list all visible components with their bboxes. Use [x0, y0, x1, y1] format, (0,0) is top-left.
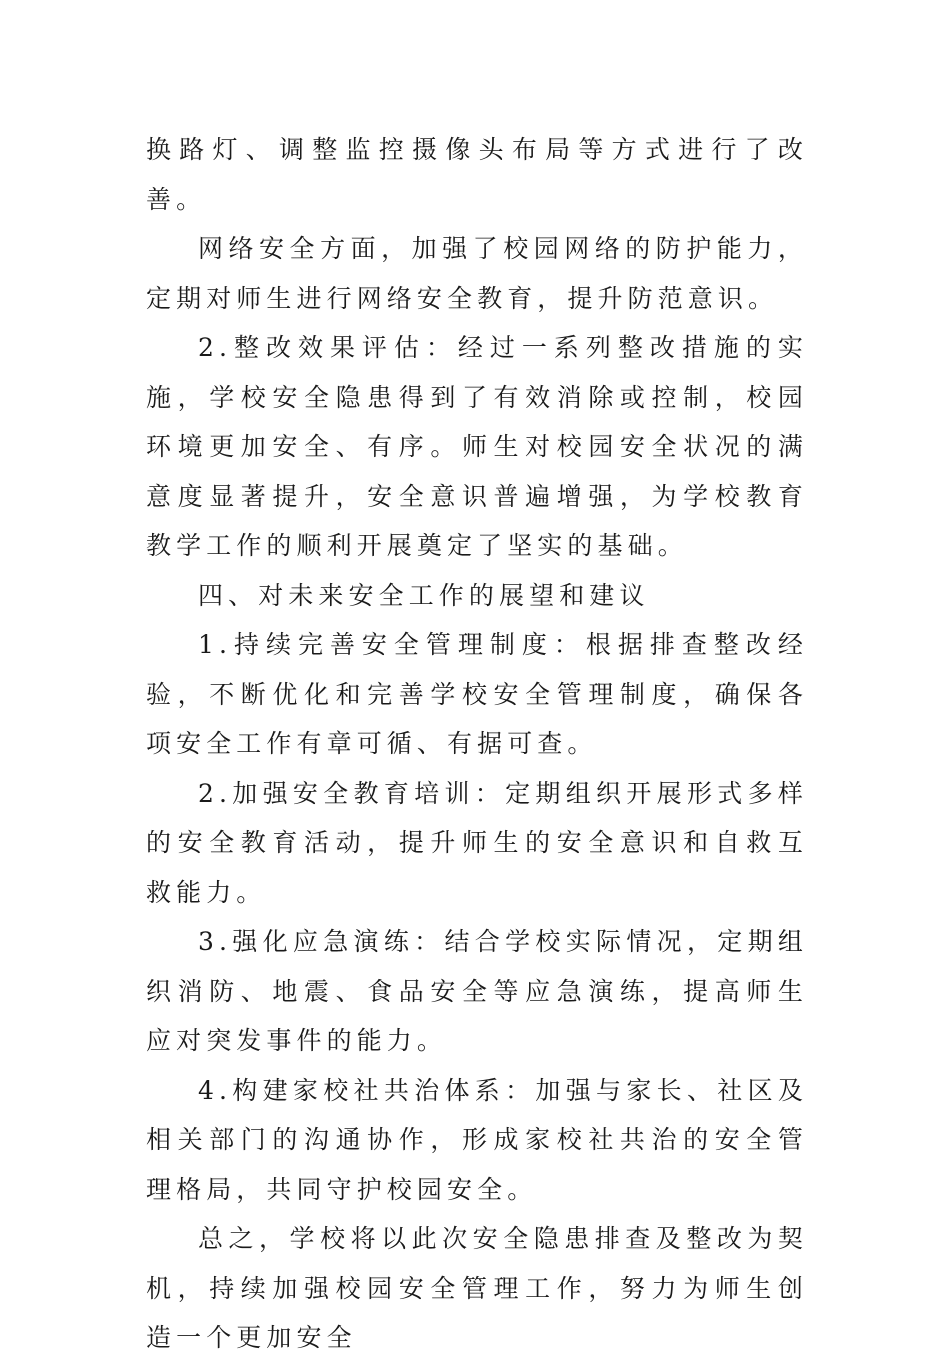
document-body: [146, 125, 808, 1363]
paragraph-conclusion: 总之，学校将以此次安全隐患排查及整改为契机，持续加强校园安全管理工作，努力为师生创造一个更加安全: [146, 1224, 808, 1352]
section-heading-outlook: 四、对未来安全工作的展望和建议: [198, 580, 650, 610]
paragraph-continuation: 换路灯、调整监控摄像头布局等方式进行了改善。: [146, 135, 808, 214]
paragraph-item-2: 2.加强安全教育培训：定期组织开展形式多样的安全教育活动，提升师生的安全意识和自救互救能力。: [146, 778, 808, 907]
paragraph-item-3: 3.强化应急演练：结合学校实际情况，定期组织消防、地震、食品安全等应急演练，提高师生应对突发事件的能力。: [146, 927, 808, 1055]
paragraph-network-security: 网络安全方面，加强了校园网络的防护能力，定期对师生进行网络安全教育，提升防范意识。: [146, 234, 808, 313]
paragraph-rectification-evaluation: 2.整改效果评估：经过一系列整改措施的实施，学校安全隐患得到了有效消除或控制，校园环境更加安全、有序。师生对校园安全状况的满意度显著提升，安全意识普遍增强，为学校教育教学工作的顺利开展奠定了坚实的基础。: [146, 333, 808, 560]
paragraph-item-4: 4.构建家校社共治体系：加强与家长、社区及相关部门的沟通协作，形成家校社共治的安全管理格局，共同守护校园安全。: [146, 1075, 808, 1204]
paragraph-item-1: 1.持续完善安全管理制度：根据排查整改经验，不断优化和完善学校安全管理制度，确保各项安全工作有章可循、有据可查。: [146, 630, 808, 758]
